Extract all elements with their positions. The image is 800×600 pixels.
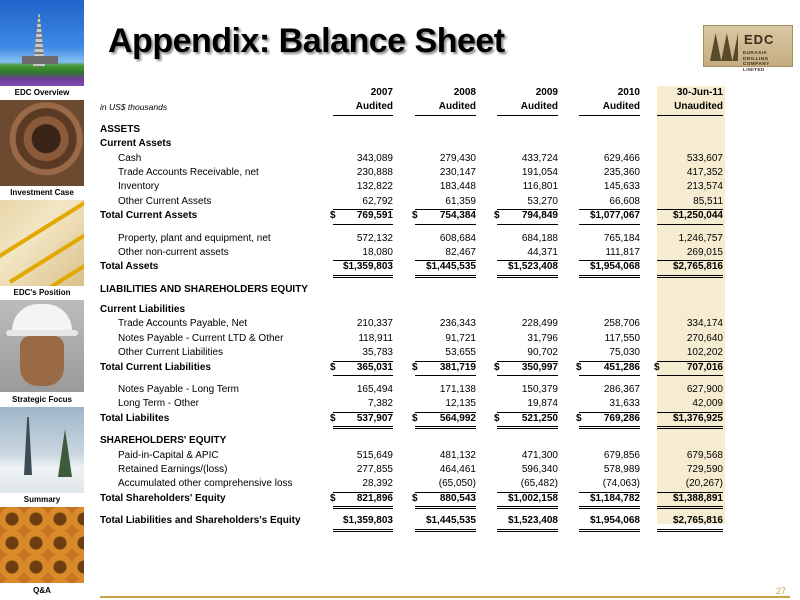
- cell: $1,954,068: [579, 260, 640, 277]
- row-label: Other Current Assets: [118, 195, 212, 207]
- cell: 533,607: [686, 152, 723, 164]
- row-label: Total Current Assets: [100, 210, 198, 222]
- cell: 230,888: [356, 166, 393, 178]
- pipes-photo: [0, 507, 84, 583]
- cell: [576, 412, 640, 429]
- cell: 118,911: [358, 332, 393, 344]
- nav-item-strategic-focus[interactable]: Strategic Focus: [0, 393, 84, 407]
- logo-name: EDC: [744, 32, 775, 47]
- section-heading: ASSETS: [100, 123, 141, 135]
- logo-subtitle: EURASIA DRILLING COMPANY LIMITED: [743, 50, 770, 72]
- cell-value: 821,896: [356, 492, 393, 504]
- cell: 433,724: [521, 152, 558, 164]
- col-status: Audited: [579, 100, 640, 115]
- cell: 165,494: [356, 384, 393, 396]
- cell: 210,337: [356, 318, 393, 330]
- cell: 679,568: [686, 449, 723, 461]
- cell: 515,649: [356, 449, 393, 461]
- cell: 61,359: [415, 195, 476, 210]
- cell-value: 365,031: [356, 361, 393, 373]
- cell: $1,523,408: [497, 514, 558, 531]
- cell: 171,138: [439, 384, 476, 396]
- table-row: [100, 317, 730, 331]
- cell-value: 451,286: [603, 361, 640, 373]
- cell: [412, 361, 476, 376]
- cell: 1,246,757: [678, 232, 723, 244]
- cell: 481,132: [439, 449, 476, 461]
- row-label: Accumulated other comprehensive loss: [118, 478, 293, 490]
- currency-symbol: $: [494, 210, 500, 222]
- sidebar-nav: [0, 0, 84, 600]
- cell-value: 769,591: [356, 210, 393, 222]
- cell: [412, 209, 476, 224]
- cell: 85,511: [657, 195, 723, 210]
- cell: 765,184: [603, 232, 640, 244]
- col-status: Audited: [333, 100, 393, 115]
- cell: 464,461: [439, 463, 476, 475]
- cell: 66,608: [579, 195, 640, 210]
- cell-value: 794,849: [521, 210, 558, 222]
- cell: 270,640: [686, 332, 723, 344]
- cell: 53,270: [497, 195, 558, 210]
- cell: 279,430: [439, 152, 476, 164]
- currency-symbol: $: [330, 412, 336, 424]
- currency-symbol: $: [412, 412, 418, 424]
- row-label: Cash: [118, 152, 142, 164]
- cell-value: 537,907: [356, 412, 393, 424]
- cell-value: 381,719: [439, 361, 476, 373]
- currency-symbol: $: [576, 361, 582, 373]
- cell: 471,300: [521, 449, 558, 461]
- cell: 117,550: [604, 332, 640, 344]
- cell: $1,359,803: [333, 260, 393, 277]
- row-label: Paid-in-Capital & APIC: [118, 449, 219, 461]
- cell: 417,352: [686, 166, 723, 178]
- total-row: [100, 260, 730, 274]
- cell: 183,448: [439, 181, 476, 193]
- cell: [412, 492, 476, 509]
- cell: (65,482): [497, 477, 558, 492]
- cell: 75,030: [579, 346, 640, 361]
- col-year: 2007: [370, 87, 393, 98]
- cell: 679,856: [603, 449, 640, 461]
- cell: 145,633: [603, 181, 640, 193]
- currency-symbol: $: [330, 210, 336, 222]
- cell: $1,523,408: [497, 260, 558, 277]
- row-label: Long Term - Other: [118, 398, 199, 410]
- cell: [494, 209, 558, 224]
- cell: 596,340: [521, 463, 558, 475]
- currency-symbol: $: [654, 361, 660, 373]
- cell: 629,466: [603, 152, 640, 164]
- currency-symbol: $: [330, 361, 336, 373]
- table-row: [100, 383, 730, 397]
- col-status: Unaudited: [657, 100, 723, 115]
- cell-value: 754,384: [439, 210, 476, 222]
- cell: 572,132: [356, 232, 393, 244]
- cell: $1,250,044: [657, 209, 723, 224]
- cell: 235,360: [603, 166, 640, 178]
- cell: 608,684: [439, 232, 476, 244]
- page-title: Appendix: Balance Sheet: [108, 22, 505, 60]
- nav-item-qa[interactable]: Q&A: [0, 584, 84, 598]
- nav-item-edc-overview[interactable]: EDC Overview: [0, 86, 84, 100]
- cell: $1,445,535: [415, 260, 476, 277]
- cell: 343,089: [356, 152, 393, 164]
- cell: [330, 412, 393, 429]
- oil-rig-photo: [0, 0, 84, 86]
- cell-value: 880,543: [439, 492, 476, 504]
- balance-sheet-table: [100, 86, 730, 529]
- cell: 286,367: [603, 384, 640, 396]
- cell: (20,267): [657, 477, 723, 492]
- subsection-heading: Current Liabilities: [100, 304, 186, 316]
- cell: 12,135: [415, 397, 476, 412]
- cell: [494, 412, 558, 429]
- currency-symbol: $: [412, 361, 418, 373]
- cell: 116,801: [522, 181, 558, 193]
- row-label: Total Liabilites: [100, 412, 170, 424]
- currency-symbol: $: [494, 412, 500, 424]
- table-row: [100, 463, 730, 477]
- row-label: Property, plant and equipment, net: [118, 232, 271, 244]
- cell: 44,371: [497, 246, 558, 261]
- currency-symbol: $: [412, 492, 418, 504]
- company-logo: [703, 25, 793, 72]
- cell-value: 769,286: [603, 412, 640, 424]
- drill-pipe-photo: [0, 100, 84, 186]
- cell: [330, 361, 393, 376]
- row-label: Total Assets: [100, 261, 159, 273]
- row-label: Inventory: [118, 181, 160, 193]
- cell: 91,721: [445, 332, 476, 344]
- cell: $1,445,535: [415, 514, 476, 531]
- table-row: [100, 180, 730, 194]
- cell: 132,822: [356, 181, 393, 193]
- cell: $1,077,067: [579, 209, 640, 224]
- cell: 150,379: [521, 384, 558, 396]
- cell: $1,359,803: [333, 514, 393, 531]
- cell: $2,765,816: [657, 514, 723, 531]
- col-year: 2009: [535, 87, 558, 98]
- total-row: [100, 412, 730, 426]
- cell: $1,184,782: [579, 492, 640, 509]
- cell-value: 521,250: [521, 412, 558, 424]
- col-year: 2010: [617, 87, 640, 98]
- cell: 19,874: [497, 397, 558, 412]
- currency-symbol: $: [330, 492, 336, 504]
- worker-photo: [0, 300, 84, 392]
- col-status: Audited: [415, 100, 476, 115]
- cell: 62,792: [333, 195, 393, 210]
- page-number: 27: [776, 586, 787, 596]
- cell: 334,174: [686, 318, 723, 330]
- cell: 729,590: [686, 463, 723, 475]
- cell: 18,080: [333, 246, 393, 261]
- cell: 31,796: [527, 332, 558, 344]
- table-row: [100, 232, 730, 246]
- cell: 269,015: [657, 246, 723, 261]
- col-status: Audited: [497, 100, 558, 115]
- snow-rig-photo: [0, 407, 84, 493]
- cell: $1,002,158: [497, 492, 558, 509]
- cell: 684,188: [521, 232, 558, 244]
- cell: 230,147: [439, 166, 476, 178]
- table-row: [100, 397, 730, 411]
- cell: $1,376,925: [657, 412, 723, 429]
- table-row: [100, 477, 730, 491]
- cell: [654, 361, 723, 376]
- row-label: Trade Accounts Receivable, net: [118, 166, 259, 178]
- col-year: 2008: [453, 87, 476, 98]
- logo-mark-icon: [710, 33, 738, 61]
- cell-value: 707,016: [686, 361, 723, 373]
- row-label: Total Liabilities and Shareholders's Equity: [100, 515, 301, 527]
- cell: 258,706: [603, 318, 640, 330]
- total-row: [100, 209, 730, 223]
- table-row: [100, 449, 730, 463]
- footer-divider: [100, 596, 790, 598]
- cell: 28,392: [333, 477, 393, 492]
- row-label: Trade Accounts Payable, Net: [118, 318, 248, 330]
- cell: 90,702: [497, 346, 558, 361]
- cell: 213,574: [686, 181, 723, 193]
- currency-symbol: $: [576, 412, 582, 424]
- section-heading: LIABILITIES AND SHAREHOLDERS EQUITY: [100, 283, 308, 295]
- subsection-heading: Current Assets: [100, 138, 172, 150]
- cell: [576, 361, 640, 376]
- row-label: Notes Payable - Long Term: [118, 384, 239, 396]
- cell: [494, 361, 558, 376]
- cell: 35,783: [333, 346, 393, 361]
- currency-symbol: $: [412, 210, 418, 222]
- row-label: Other non-current assets: [118, 246, 229, 258]
- cell: 82,467: [415, 246, 476, 261]
- cell-value: 564,992: [439, 412, 476, 424]
- cell: [412, 412, 476, 429]
- cell: 627,900: [686, 384, 723, 396]
- nav-item-investment-case[interactable]: Investment Case: [0, 186, 84, 200]
- units-label: in US$ thousands: [100, 102, 168, 113]
- row-label: Notes Payable - Current LTD & Other: [118, 332, 284, 344]
- currency-symbol: $: [494, 361, 500, 373]
- cell: (74,063): [579, 477, 640, 492]
- table-row: [100, 195, 730, 209]
- cell: 42,009: [657, 397, 723, 412]
- row-label: Retained Earnings/(loss): [118, 463, 228, 475]
- nav-item-summary[interactable]: Summary: [0, 493, 84, 507]
- row-label: Total Shareholders' Equity: [100, 492, 226, 504]
- cell: $1,954,068: [579, 514, 640, 531]
- cell: $1,388,891: [657, 492, 723, 509]
- header-status-row: [100, 100, 730, 114]
- cell: 7,382: [333, 397, 393, 412]
- grand-total-row: [100, 514, 730, 528]
- col-year: 30-Jun-11: [676, 87, 723, 98]
- table-row: [100, 246, 730, 260]
- cell: 53,655: [415, 346, 476, 361]
- cell: 228,499: [521, 318, 558, 330]
- table-row: [100, 166, 730, 180]
- section-heading: SHAREHOLDERS' EQUITY: [100, 435, 227, 447]
- cell: 102,202: [657, 346, 723, 361]
- cell: $2,765,816: [657, 260, 723, 277]
- cell: 277,855: [356, 463, 393, 475]
- cell: [330, 492, 393, 509]
- cell: 236,343: [439, 318, 476, 330]
- cell: 31,633: [579, 397, 640, 412]
- nav-item-edcs-position[interactable]: EDC's Position: [0, 286, 84, 300]
- total-row: [100, 361, 730, 375]
- cell: 191,054: [521, 166, 558, 178]
- table-row: [100, 152, 730, 166]
- row-label: Other Current Liabilities: [118, 347, 224, 359]
- cell: 111,817: [579, 246, 640, 261]
- cell: [330, 209, 393, 224]
- row-label: Total Current Liabilities: [100, 361, 211, 373]
- cell-value: 350,997: [521, 361, 558, 373]
- table-row: [100, 332, 730, 346]
- cell: 578,989: [603, 463, 640, 475]
- table-row: [100, 346, 730, 360]
- cell: (65,050): [415, 477, 476, 492]
- scaffold-photo: [0, 200, 84, 286]
- header-year-row: [100, 86, 730, 100]
- total-row: [100, 492, 730, 506]
